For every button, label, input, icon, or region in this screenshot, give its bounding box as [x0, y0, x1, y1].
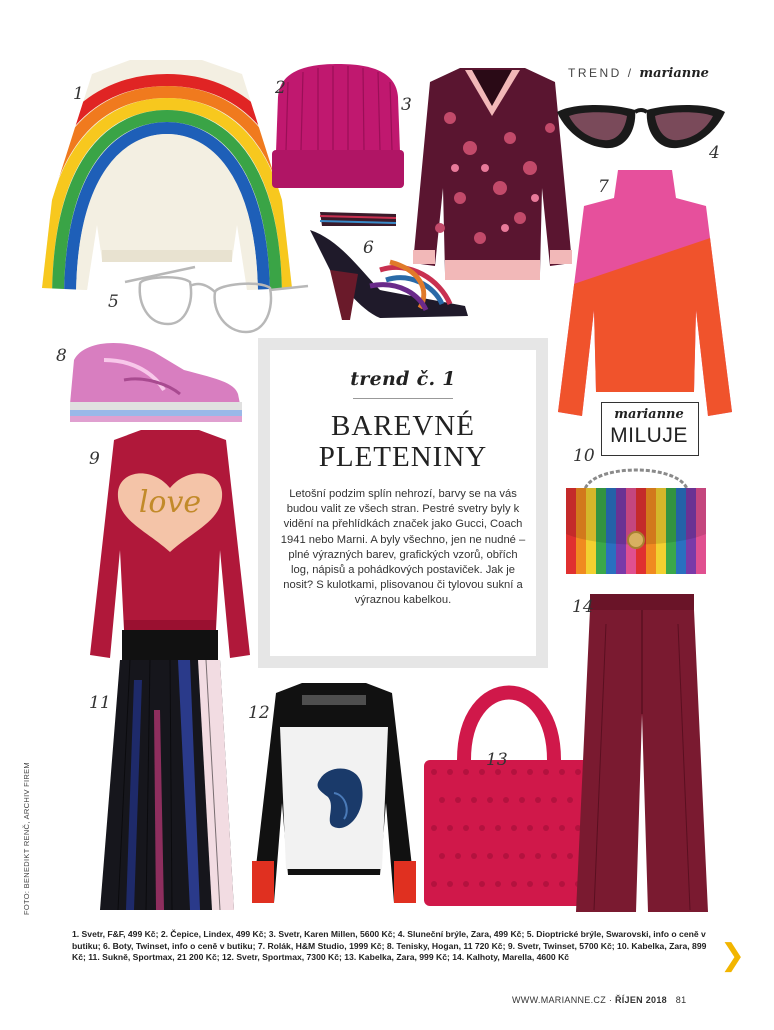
- item-number-10: 10: [573, 446, 595, 466]
- product-striped-sandal: [300, 200, 475, 325]
- item-number-1: 1: [73, 84, 84, 104]
- item-number-7: 7: [598, 177, 609, 197]
- article-panel-inner: [270, 350, 536, 656]
- badge-text: MILUJE: [610, 424, 688, 447]
- product-rainbow-bag: [562, 458, 710, 580]
- product-sunglasses: [555, 98, 727, 158]
- photo-credit: FOTO: BENEDIKT RENČ, ARCHIV FIREM: [22, 762, 31, 915]
- headline-line-1: BAREVNÉ: [331, 410, 475, 442]
- item-number-13: 13: [486, 750, 508, 770]
- headline-line-2: PLETENINY: [318, 441, 488, 473]
- kicker-divider: [353, 398, 453, 399]
- item-number-4: 4: [709, 143, 720, 163]
- item-number-8: 8: [56, 346, 67, 366]
- marianne-miluje-badge: [601, 402, 699, 460]
- product-credits: 1. Svetr, F&F, 499 Kč; 2. Čepice, Lindex, 499 Kč; 3. Svetr, Karen Millen, 5600 Kč; 4. Sluneční brýle, Zara, 499 Kč; 5. Dioptrické brýle, Swarovski, info o ceně v butiku; 6. Boty, Twinset, info o ceně v butiku; 7. Rolák, H&M Studio, 1999 Kč; 8. Tenisky, Hogan, 11 720 Kč; 9. Svetr, Twinset, 5700 Kč; 10. Kabelka, Zara, 899 Kč; 11. Sukně, Sportmax, 21 200 Kč; 12. Svetr, Sportmax, 7300 Kč; 13. Kabelka, Zara, 999 Kč; 14. Kalhoty, Marella, 4600 Kč: [72, 929, 707, 963]
- product-culotte-trousers: [572, 594, 712, 916]
- article-panel: [258, 338, 548, 668]
- footer-page-number: 81: [675, 995, 687, 1005]
- product-beanie: [268, 62, 408, 192]
- product-pleated-skirt: [94, 630, 244, 912]
- item-number-9: 9: [89, 449, 100, 469]
- item-number-6: 6: [363, 238, 374, 258]
- item-number-11: 11: [89, 693, 111, 713]
- footer-issue: ŘÍJEN 2018: [614, 995, 667, 1005]
- item-number-14: 14: [572, 597, 594, 617]
- page-footer: [512, 995, 686, 1005]
- badge-brand: marianne: [614, 407, 684, 422]
- love-text: love: [138, 485, 202, 520]
- item-number-12: 12: [248, 703, 270, 723]
- article-kicker: trend č. 1: [350, 368, 456, 390]
- article-body: Letošní podzim splín nehrozí, barvy se na vás budou valit ze všech stran. Pestré svetry byly k vidění na přehlídkách značek jako Gucci, Coach 1941 nebo Marni. A byly všechno, jen ne nudné – plné výrazných barev, grafických vzorů, obřích log, nápisů a pohádkových postaviček. Jak je nosit? S kulotkami, plisovanou či tylovou sukní a výraznou kabelkou.: [280, 488, 526, 607]
- section-label: TREND: [568, 66, 622, 80]
- brand-logo: marianne: [639, 66, 709, 81]
- item-number-3: 3: [401, 95, 412, 115]
- section-header: [568, 66, 709, 81]
- product-love-sweater: [86, 430, 254, 662]
- item-number-2: 2: [275, 78, 286, 98]
- product-printed-sweater: [250, 683, 418, 905]
- product-metallic-sneaker: [64, 330, 244, 425]
- footer-site: WWW.MARIANNE.CZ: [512, 995, 606, 1005]
- footer-separator: ·: [608, 995, 613, 1005]
- section-separator: /: [627, 66, 634, 80]
- product-turtleneck: [556, 170, 734, 418]
- item-number-5: 5: [108, 292, 119, 312]
- chevron-right-icon[interactable]: ❯: [720, 938, 746, 973]
- article-headline: [270, 411, 536, 473]
